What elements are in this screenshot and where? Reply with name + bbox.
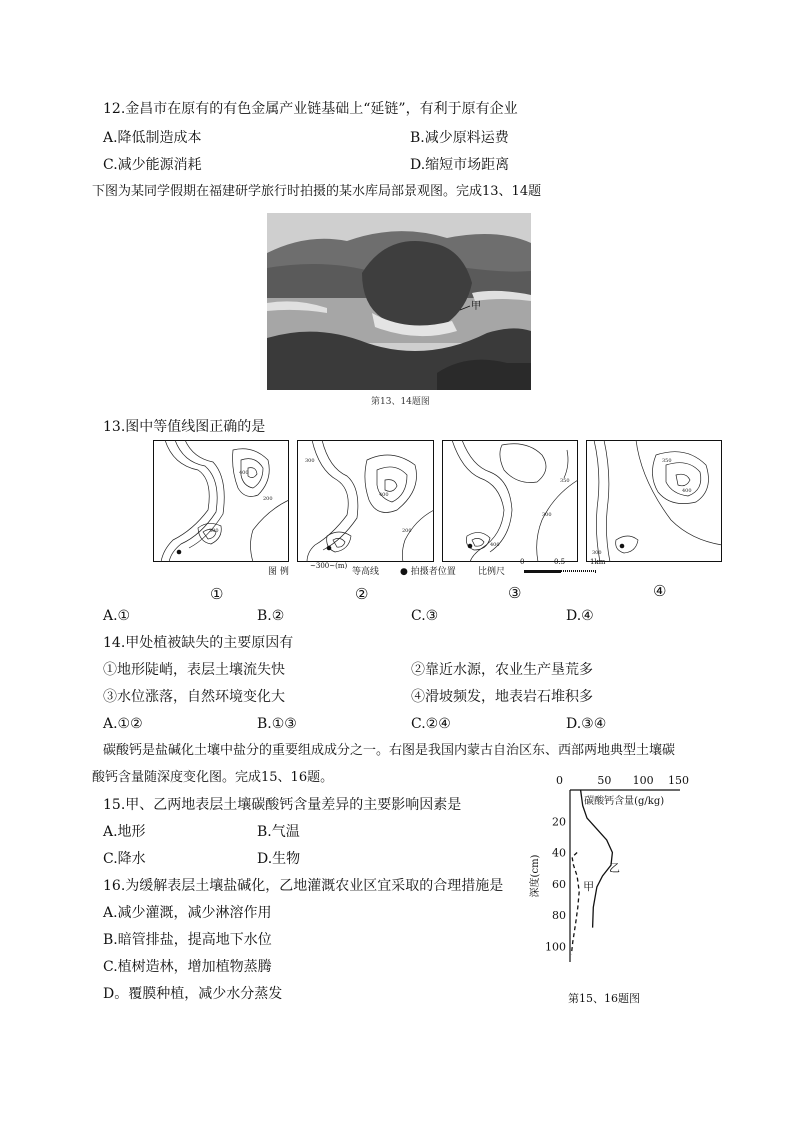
- q13-stem: 13.图中等值线图正确的是: [103, 419, 266, 435]
- q14-option-d: D.③④: [566, 716, 607, 732]
- x-tick-label: 0: [556, 774, 563, 787]
- y-tick-label: 40: [552, 846, 566, 860]
- q12-stem: 12.金昌市在原有的有色金属产业链基础上“延链”，有利于原有企业: [103, 101, 518, 117]
- q15-option-d: D.生物: [257, 851, 301, 867]
- series-line-jia: [571, 853, 579, 955]
- contour-map-2: [297, 440, 434, 562]
- y-tick-label: 60: [552, 877, 566, 891]
- q13-option-d: D.④: [566, 608, 594, 624]
- map3-label-400: 400: [490, 542, 500, 548]
- q14-stem: 14.甲处植被缺失的主要原因有: [103, 635, 294, 651]
- map1-label-200: 200: [263, 496, 273, 502]
- map2-label-300: 300: [305, 458, 315, 464]
- photo-caption: 第13、14题图: [371, 397, 430, 407]
- map1-label-300: 300: [209, 528, 219, 534]
- x-tick-label: 100: [632, 774, 654, 787]
- q16-stem: 16.为缓解表层土壤盐碱化，乙地灌溉农业区宜采取的合理措施是: [103, 878, 504, 894]
- map4-label-300: 300: [592, 550, 602, 556]
- map2-label-400: 400: [379, 492, 389, 498]
- q13-option-c: C.③: [411, 608, 439, 624]
- reservoir-photo: [267, 213, 531, 390]
- scale-tick-0: 0: [520, 558, 525, 566]
- q15-stem: 15.甲、乙两地表层土壤碳酸钙含量差异的主要影响因素是: [103, 797, 462, 813]
- intro-15-16-line1: 碳酸钙是盐碱化土壤中盐分的重要组成成分之一。右图是我国内蒙古自治区东、西部两地典型土壤碳: [103, 743, 676, 758]
- q15-option-c: C.降水: [103, 851, 146, 867]
- y-tick-label: 80: [552, 909, 566, 923]
- q13-option-a: A.①: [103, 608, 131, 624]
- map1-label-400: 400: [239, 470, 249, 476]
- q14-option-b: B.①③: [257, 716, 297, 732]
- chart-caption: 第15、16题图: [568, 992, 640, 1005]
- legend-title: 图 例: [268, 567, 289, 577]
- q14-option-c: C.②④: [411, 716, 451, 732]
- scale-tick-1km: 1km: [590, 558, 606, 566]
- q16-option-c: C.植树造林，增加植物蒸腾: [103, 959, 272, 975]
- map2-label-200: 200: [402, 528, 412, 534]
- q14-option-a: A.①②: [103, 716, 143, 732]
- series-label-jia: 甲: [583, 880, 595, 894]
- map3-label-350: 350: [560, 478, 570, 484]
- x-tick-label: 50: [597, 774, 612, 787]
- map-number-4: ④: [653, 582, 667, 600]
- contour-map-1: [153, 440, 289, 562]
- q16-option-d: D。覆膜种植，减少水分蒸发: [103, 986, 283, 1002]
- q12-option-c: C.减少能源消耗: [103, 157, 202, 173]
- map-number-1: ①: [210, 585, 224, 603]
- scale-bar-solid: [524, 570, 560, 573]
- legend-marker: ● 拍摄者位置: [400, 567, 456, 577]
- q15-option-a: A.地形: [103, 824, 146, 840]
- legend-contour-sample: ~300~(m): [310, 562, 348, 570]
- series-line-yi: [581, 790, 613, 928]
- q15-option-b: B.气温: [257, 824, 300, 840]
- q14-item-2: ②靠近水源，农业生产垦荒多: [411, 662, 593, 678]
- photo-label-jia: 甲: [471, 301, 481, 312]
- scale-tick-05: 0.5: [554, 558, 566, 566]
- contour-map-3: [442, 440, 578, 562]
- map-number-3: ③: [508, 584, 522, 602]
- series-label-yi: 乙: [608, 861, 620, 875]
- contour-map-4: [586, 440, 722, 562]
- legend-scale-title: 比例尺: [478, 567, 506, 577]
- y-tick-label: 100: [545, 940, 566, 954]
- q13-option-b: B.②: [257, 608, 285, 624]
- intro-15-16-line2: 酸钙含量随深度变化图。完成15、16题。: [92, 770, 334, 785]
- y-axis-label: 深度(cm): [530, 854, 541, 898]
- legend-contour: 等高线: [352, 567, 380, 577]
- y-tick-label: 20: [552, 815, 566, 829]
- map3-label-300: 300: [542, 512, 552, 518]
- q14-item-4: ④滑坡频发，地表岩石堆积多: [411, 689, 593, 705]
- q14-item-3: ③水位涨落，自然环境变化大: [103, 689, 285, 705]
- map4-label-350: 350: [662, 458, 672, 464]
- q16-option-b: B.暗管排盐，提高地下水位: [103, 932, 272, 948]
- scale-bar-dotted: [560, 570, 596, 572]
- q12-option-b: B.减少原料运费: [410, 130, 509, 146]
- x-axis-label: 碳酸钙含量(g/kg): [584, 796, 665, 807]
- q12-option-d: D.缩短市场距离: [410, 157, 510, 173]
- q12-option-a: A.降低制造成本: [103, 130, 202, 146]
- q14-item-1: ①地形陡峭，表层土壤流失快: [103, 662, 285, 678]
- intro-13-14: 下图为某同学假期在福建研学旅行时拍摄的某水库局部景观图。完成13、14题: [92, 184, 542, 199]
- calcium-carbonate-depth-chart: [524, 770, 704, 1010]
- map-number-2: ②: [355, 585, 369, 603]
- x-tick-label: 150: [668, 774, 689, 787]
- q16-option-a: A.减少灌溉，减少淋溶作用: [103, 905, 272, 921]
- map4-label-400: 400: [682, 488, 692, 494]
